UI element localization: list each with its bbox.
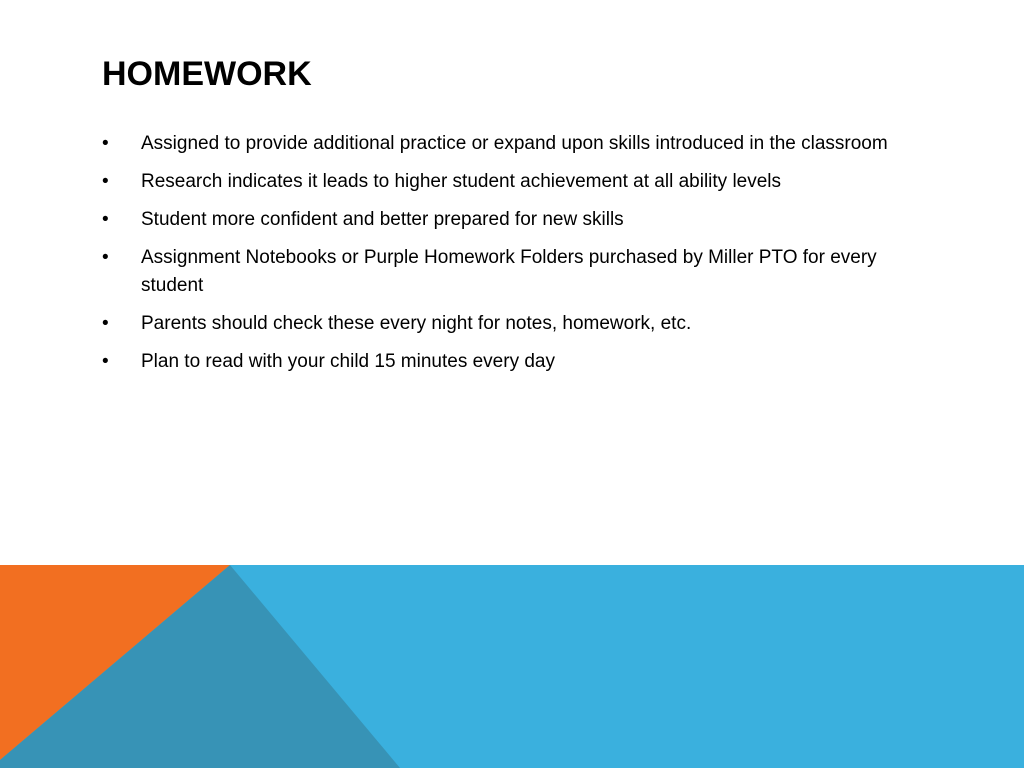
bullet-text: Plan to read with your child 15 minutes every day xyxy=(141,351,555,372)
bullet-text: Assigned to provide additional practice or expand upon skills introduced in the classroom xyxy=(141,133,888,154)
bullet-text: Assignment Notebooks or Purple Homework Folders purchased by Miller PTO for every student xyxy=(141,247,877,296)
bullet-icon: • xyxy=(102,313,109,334)
list-item xyxy=(102,168,922,196)
bullet-text: Research indicates it leads to higher student achievement at all ability levels xyxy=(141,171,782,192)
bullet-icon: • xyxy=(102,351,109,372)
list-item xyxy=(102,130,922,158)
bullet-text: Student more confident and better prepared for new skills xyxy=(141,209,624,230)
bullet-list xyxy=(102,130,922,386)
bullet-icon: • xyxy=(102,209,109,230)
list-item xyxy=(102,244,922,300)
bullet-text: Parents should check these every night for notes, homework, etc. xyxy=(141,313,692,334)
bullet-icon: • xyxy=(102,133,109,154)
list-item xyxy=(102,348,922,376)
list-item xyxy=(102,310,922,338)
list-item xyxy=(102,206,922,234)
decorative-band xyxy=(0,565,1024,768)
slide-title: HOMEWORK xyxy=(102,55,312,93)
bullet-icon: • xyxy=(102,247,109,268)
bullet-icon: • xyxy=(102,171,109,192)
